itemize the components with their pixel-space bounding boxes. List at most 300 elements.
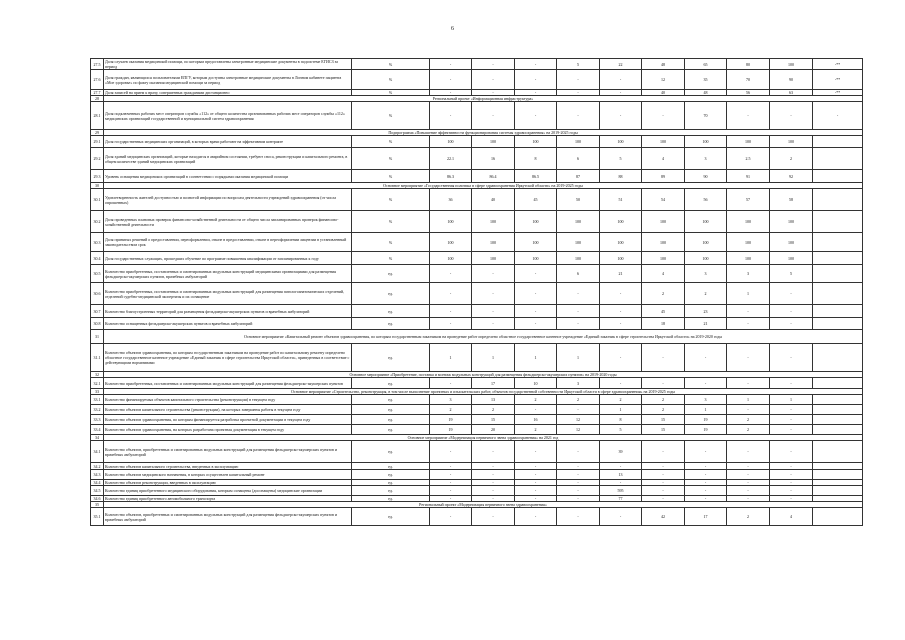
value-cell: 100: [685, 211, 727, 233]
section-title: Основное мероприятие «Государственная политика в сфере здравоохранения Иркутской области» на 2019-2025 годы: [104, 183, 863, 189]
unit-cell: ед.: [352, 265, 430, 283]
value-cell: -: [472, 283, 515, 305]
value-cell: 100: [685, 233, 727, 252]
value-cell: 100: [685, 252, 727, 265]
value-cell: 100: [685, 136, 727, 148]
value-cell: 100: [642, 252, 685, 265]
value-cell: -: [600, 344, 642, 372]
value-cell: -: [515, 405, 557, 415]
value-cell: -: [430, 486, 472, 496]
empty-cell: [813, 441, 863, 463]
value-cell: -: [642, 102, 685, 130]
empty-cell: [813, 265, 863, 283]
value-cell: -: [515, 102, 557, 130]
row-number: 30.6: [91, 283, 104, 305]
value-cell: 45: [642, 305, 685, 318]
indicator-name: Доля зданий медицинских организаций, которые находятся в аварийном состоянии, требуют сноса, реконструкции и капитального ремонта, в общем количестве зданий медицинских организаций: [104, 148, 352, 170]
row-number: 35.1: [91, 508, 104, 526]
unit-cell: ед.: [352, 480, 430, 486]
row-number: 30.8: [91, 318, 104, 330]
empty-cell: [813, 233, 863, 252]
table-row: [91, 344, 863, 372]
value-cell: 100: [727, 211, 770, 233]
value-cell: -: [727, 463, 770, 470]
indicator-name: Количество объектов здравоохранения, на которых разработана проектная документация в текущем году: [104, 425, 352, 435]
value-cell: 36: [430, 189, 472, 211]
value-cell: 100: [430, 233, 472, 252]
unit-cell: ед.: [352, 470, 430, 480]
row-number: 34.2: [91, 463, 104, 470]
value-cell: 3: [685, 265, 727, 283]
value-cell: -: [685, 480, 727, 486]
value-cell: 19: [685, 425, 727, 435]
value-cell: 16: [472, 148, 515, 170]
value-cell: 54: [642, 189, 685, 211]
row-number: 32: [91, 372, 104, 378]
value-cell: 100: [600, 233, 642, 252]
table-row: [91, 170, 863, 183]
value-cell: -: [515, 441, 557, 463]
value-cell: 12: [642, 70, 685, 90]
value-cell: 8: [515, 148, 557, 170]
value-cell: 19: [685, 415, 727, 425]
value-cell: -: [515, 496, 557, 502]
indicator-name: Количество объектов здравоохранения, по которым государственным заказчиком на проведение работ по капитальному ремонту определено областное государственное казенное учреждение «Единый заказчик в сфере строительства Иркутской области», приведенных в соответствие с действующими нормативами: [104, 344, 352, 372]
value-cell: 2: [727, 508, 770, 526]
value-cell: -: [472, 441, 515, 463]
value-cell: -: [557, 318, 600, 330]
value-cell: 2: [430, 405, 472, 415]
section-title: Основное мероприятие «Модернизация первичного звена здравоохранения» на 2021 год: [104, 435, 863, 441]
unit-cell: ед.: [352, 283, 430, 305]
value-cell: -: [770, 486, 813, 496]
value-cell: -: [642, 378, 685, 389]
value-cell: 2: [727, 425, 770, 435]
value-cell: 2: [770, 148, 813, 170]
value-cell: -: [430, 378, 472, 389]
empty-cell: [813, 136, 863, 148]
value-cell: -: [770, 318, 813, 330]
value-cell: -: [472, 508, 515, 526]
value-cell: -: [770, 405, 813, 415]
value-cell: -: [600, 305, 642, 318]
value-cell: 5: [600, 148, 642, 170]
row-number: 30.2: [91, 211, 104, 233]
unit-cell: %: [352, 189, 430, 211]
empty-cell: [813, 252, 863, 265]
row-number: 30.5: [91, 265, 104, 283]
value-cell: 2: [472, 405, 515, 415]
row-number: 30.3: [91, 233, 104, 252]
value-cell: -: [770, 470, 813, 480]
value-cell: 70: [727, 70, 770, 90]
value-cell: -: [557, 102, 600, 130]
value-cell: 1: [600, 405, 642, 415]
value-cell: 100: [557, 136, 600, 148]
value-cell: -: [600, 378, 642, 389]
table-row: [91, 415, 863, 425]
value-cell: 2: [642, 405, 685, 415]
unit-cell: %: [352, 170, 430, 183]
value-cell: 88: [600, 170, 642, 183]
row-number: 34.4: [91, 480, 104, 486]
value-cell: 19: [430, 415, 472, 425]
unit-cell: ед.: [352, 415, 430, 425]
table-row: [91, 305, 863, 318]
value-cell: 2: [600, 395, 642, 405]
value-cell: 5: [557, 59, 600, 70]
row-number: 34.5: [91, 486, 104, 496]
value-cell: 86.5: [515, 170, 557, 183]
unit-cell: %: [352, 148, 430, 170]
value-cell: -: [770, 305, 813, 318]
indicator-name: Количество приобретенных, поставленных и смонтированных модульных конструкций для размещения патологоанатомических отделений, отделений судебно-медицинской экспертизы и их оснащение: [104, 283, 352, 305]
value-cell: -: [600, 463, 642, 470]
value-cell: -: [472, 59, 515, 70]
value-cell: -: [430, 318, 472, 330]
value-cell: -: [770, 378, 813, 389]
value-cell: 100: [727, 252, 770, 265]
value-cell: 58: [770, 189, 813, 211]
value-cell: 6: [557, 148, 600, 170]
value-cell: 100: [642, 233, 685, 252]
value-cell: -: [685, 463, 727, 470]
value-cell: 5: [770, 265, 813, 283]
value-cell: 8: [600, 415, 642, 425]
value-cell: 1: [515, 344, 557, 372]
value-cell: -: [600, 283, 642, 305]
value-cell: 2: [557, 395, 600, 405]
value-cell: -: [557, 486, 600, 496]
value-cell: 3: [685, 148, 727, 170]
value-cell: 48: [685, 90, 727, 96]
value-cell: -: [557, 70, 600, 90]
value-cell: 65: [685, 59, 727, 70]
value-cell: 87: [557, 170, 600, 183]
indicator-name: Доля подключенных рабочих мест операторов службы «112» от общего количества организованных рабочих мест операторов службы «112» медицинских организаций государственной и муниципальной систем здравоохранения: [104, 102, 352, 130]
value-cell: 3: [557, 378, 600, 389]
row-number: 29.1: [91, 136, 104, 148]
value-cell: 3: [727, 265, 770, 283]
table-row: [91, 233, 863, 252]
value-cell: -: [430, 70, 472, 90]
value-cell: -: [770, 425, 813, 435]
value-cell: -: [727, 486, 770, 496]
table-row: [91, 463, 863, 470]
value-cell: 89: [642, 170, 685, 183]
row-number: 33.2: [91, 405, 104, 415]
value-cell: 4: [642, 265, 685, 283]
empty-cell: [813, 344, 863, 372]
value-cell: -: [515, 508, 557, 526]
table-row: [91, 486, 863, 496]
value-cell: 100: [600, 211, 642, 233]
value-cell: -: [430, 90, 472, 96]
indicator-name: Количество оснащенных фельдшерско-акушерских пунктов и врачебных амбулаторий: [104, 318, 352, 330]
indicator-name: Количество объектов капитального строительства, введенных в эксплуатацию: [104, 463, 352, 470]
row-number: 33.3: [91, 415, 104, 425]
row-number: 33.1: [91, 395, 104, 405]
value-cell: -: [557, 283, 600, 305]
value-cell: 100: [515, 211, 557, 233]
unit-cell: ед.: [352, 508, 430, 526]
value-cell: 45: [515, 189, 557, 211]
value-cell: 12: [557, 425, 600, 435]
value-cell: 80: [727, 59, 770, 70]
value-cell: 2: [727, 415, 770, 425]
unit-cell: ед.: [352, 305, 430, 318]
value-cell: -: [770, 480, 813, 486]
value-cell: 3: [430, 395, 472, 405]
row-number: 33: [91, 389, 104, 395]
table-row: [91, 395, 863, 405]
value-cell: -: [770, 463, 813, 470]
row-number: 30: [91, 183, 104, 189]
indicator-name: Доля проведенных плановых проверок финансово-хозяйственной деятельности от общего числа запланированных проверок финансово-хозяйственной деятельности: [104, 211, 352, 233]
value-cell: -: [430, 102, 472, 130]
value-cell: -: [515, 463, 557, 470]
value-cell: -: [430, 305, 472, 318]
value-cell: -: [430, 265, 472, 283]
value-cell: 56: [727, 90, 770, 96]
value-cell: 77: [600, 496, 642, 502]
value-cell: -: [557, 470, 600, 480]
row-number: 29.3: [91, 170, 104, 183]
value-cell: -: [600, 102, 642, 130]
table-row: [91, 508, 863, 526]
value-cell: -: [685, 344, 727, 372]
value-cell: 595: [600, 486, 642, 496]
value-cell: -: [727, 441, 770, 463]
value-cell: 1: [472, 344, 515, 372]
value-cell: -: [685, 441, 727, 463]
value-cell: -: [472, 102, 515, 130]
value-cell: 70: [685, 102, 727, 130]
value-cell: 100: [642, 136, 685, 148]
indicator-name: Доля записей на прием к врачу, совершенных гражданами дистанционно: [104, 90, 352, 96]
value-cell: 2: [642, 283, 685, 305]
value-cell: 40: [642, 90, 685, 96]
value-cell: -: [727, 470, 770, 480]
row-number: 29.2: [91, 148, 104, 170]
row-number: 34.1: [91, 441, 104, 463]
value-cell: -: [727, 480, 770, 486]
value-cell: 1: [727, 283, 770, 305]
value-cell: 57: [727, 189, 770, 211]
value-cell: -: [515, 90, 557, 96]
empty-cell: [813, 425, 863, 435]
unit-cell: ед.: [352, 395, 430, 405]
value-cell: 21: [600, 265, 642, 283]
value-cell: -: [557, 405, 600, 415]
indicator-name: Доля случаев оказания медицинской помощи, по которым предоставлены электронные медицинские документы в подсистеме ЕГИСЗ за период: [104, 59, 352, 70]
empty-cell: [813, 318, 863, 330]
value-cell: -: [557, 90, 600, 96]
value-cell: -: [727, 102, 770, 130]
row-number: 30.7: [91, 305, 104, 318]
value-cell: -: [557, 305, 600, 318]
table-row: [91, 136, 863, 148]
indicator-name: Количество благоустроенных территорий для размещения фельдшерско-акушерских пунктов и врачебных амбулаторий: [104, 305, 352, 318]
table-row: [91, 283, 863, 305]
value-cell: -: [430, 496, 472, 502]
value-cell: 22: [600, 59, 642, 70]
value-cell: 1: [727, 395, 770, 405]
indicator-name: Количество финансируемых объектов капитального строительства (реконструкции) в текущем году: [104, 395, 352, 405]
value-cell: 100: [557, 211, 600, 233]
value-cell: 86.4: [472, 170, 515, 183]
table-row: [91, 189, 863, 211]
value-cell: 63: [770, 90, 813, 96]
value-cell: -: [515, 470, 557, 480]
empty-cell: [813, 305, 863, 318]
empty-cell: [813, 463, 863, 470]
value-cell: -: [770, 496, 813, 502]
row-number: 30.4: [91, 252, 104, 265]
unit-cell: %: [352, 90, 430, 96]
value-cell: -: [430, 59, 472, 70]
value-cell: 1: [685, 405, 727, 415]
value-cell: 4: [642, 148, 685, 170]
unit-cell: ед.: [352, 441, 430, 463]
value-cell: -: [727, 305, 770, 318]
value-cell: -: [515, 305, 557, 318]
value-cell: 40: [472, 189, 515, 211]
value-cell: 100: [557, 252, 600, 265]
page-number: 6: [451, 26, 454, 32]
value-cell: 100: [600, 252, 642, 265]
value-cell: -: [600, 318, 642, 330]
value-cell: 90: [770, 70, 813, 90]
row-number: 31.1: [91, 344, 104, 372]
value-cell: 20: [472, 425, 515, 435]
value-cell: 2: [515, 395, 557, 405]
unit-cell: %: [352, 102, 430, 130]
value-cell: -: [642, 470, 685, 480]
value-cell: 17: [685, 508, 727, 526]
unit-cell: %: [352, 233, 430, 252]
value-cell: 16: [515, 415, 557, 425]
value-cell: 2.5: [727, 148, 770, 170]
value-cell: -: [430, 470, 472, 480]
table-row: [91, 102, 863, 130]
value-cell: -: [727, 318, 770, 330]
row-number: 34.3: [91, 470, 104, 480]
indicator-name: Количество объектов, приобретенных и смонтированных модульных конструкций для размещения фельдшерско-акушерских пунктов и врачебных амбулаторий: [104, 508, 352, 526]
table-row: [91, 211, 863, 233]
value-cell: -: [430, 283, 472, 305]
value-cell: -: [557, 441, 600, 463]
value-cell: -: [600, 70, 642, 90]
empty-cell: [813, 283, 863, 305]
table-row: [91, 470, 863, 480]
value-cell: 100: [472, 136, 515, 148]
indicator-name: Доля принятых решений о предоставлении, переоформлении, отказе в предоставлении, отказе в переоформлении лицензии в установленный законодательством срок: [104, 233, 352, 252]
value-cell: 100: [515, 136, 557, 148]
row-number: 32.1: [91, 378, 104, 389]
unit-cell: ед.: [352, 344, 430, 372]
value-cell: -: [600, 90, 642, 96]
unit-cell: %: [352, 70, 430, 90]
value-cell: 6: [557, 265, 600, 283]
value-cell: -: [472, 265, 515, 283]
row-number: 31: [91, 330, 104, 344]
value-cell: 4: [770, 508, 813, 526]
value-cell: -: [557, 496, 600, 502]
value-cell: -: [600, 480, 642, 486]
table-row: [91, 252, 863, 265]
value-cell: -: [472, 470, 515, 480]
empty-cell: [813, 508, 863, 526]
value-cell: -: [685, 470, 727, 480]
value-cell: -: [515, 480, 557, 486]
value-cell: -: [770, 415, 813, 425]
value-cell: 19: [430, 425, 472, 435]
indicator-name: Количество объектов, приобретенных и смонтированных модульных конструкций для размещения фельдшерско-акушерских пунктов и врачебных амбулаторий: [104, 441, 352, 463]
note-cell: -**: [813, 70, 863, 90]
indicator-name: Доля государственных служащих, прошедших обучение по программе повышения квалификации от запланированных к году: [104, 252, 352, 265]
value-cell: 42: [642, 508, 685, 526]
empty-cell: [813, 189, 863, 211]
value-cell: 100: [727, 233, 770, 252]
row-number: 34: [91, 435, 104, 441]
value-cell: 15: [472, 415, 515, 425]
value-cell: 13: [472, 395, 515, 405]
table-row: [91, 59, 863, 70]
value-cell: 100: [472, 252, 515, 265]
value-cell: 18: [642, 318, 685, 330]
value-cell: -: [472, 70, 515, 90]
value-cell: 39: [600, 441, 642, 463]
value-cell: 15: [642, 415, 685, 425]
section-row: [91, 330, 863, 344]
value-cell: 48: [642, 59, 685, 70]
value-cell: 100: [515, 252, 557, 265]
value-cell: -: [515, 70, 557, 90]
indicator-name: Количество единиц приобретенного медицинского оборудования, которым оснащены (дооснащены) медицинские организации: [104, 486, 352, 496]
unit-cell: %: [352, 59, 430, 70]
indicator-name: Количество объектов реконструкции, введенных в эксплуатацию: [104, 480, 352, 486]
row-number: 33.4: [91, 425, 104, 435]
value-cell: 100: [770, 59, 813, 70]
value-cell: 56: [685, 189, 727, 211]
value-cell: -: [642, 441, 685, 463]
value-cell: 100: [557, 233, 600, 252]
table-row: [91, 70, 863, 90]
value-cell: -: [515, 59, 557, 70]
value-cell: -: [515, 318, 557, 330]
value-cell: 1: [557, 344, 600, 372]
row-number: 29: [91, 130, 104, 136]
value-cell: 2: [685, 283, 727, 305]
value-cell: 100: [472, 211, 515, 233]
empty-cell: [813, 470, 863, 480]
empty-cell: [813, 395, 863, 405]
value-cell: -: [472, 90, 515, 96]
value-cell: 86.3: [430, 170, 472, 183]
unit-cell: ед.: [352, 496, 430, 502]
value-cell: 2: [515, 425, 557, 435]
unit-cell: ед.: [352, 378, 430, 389]
value-cell: 90: [685, 170, 727, 183]
value-cell: -: [685, 496, 727, 502]
value-cell: 100: [770, 252, 813, 265]
value-cell: 100: [642, 211, 685, 233]
unit-cell: %: [352, 252, 430, 265]
indicator-name: Количество единиц приобретенного автомобильного транспорта: [104, 496, 352, 502]
value-cell: 15: [642, 425, 685, 435]
value-cell: 100: [770, 136, 813, 148]
